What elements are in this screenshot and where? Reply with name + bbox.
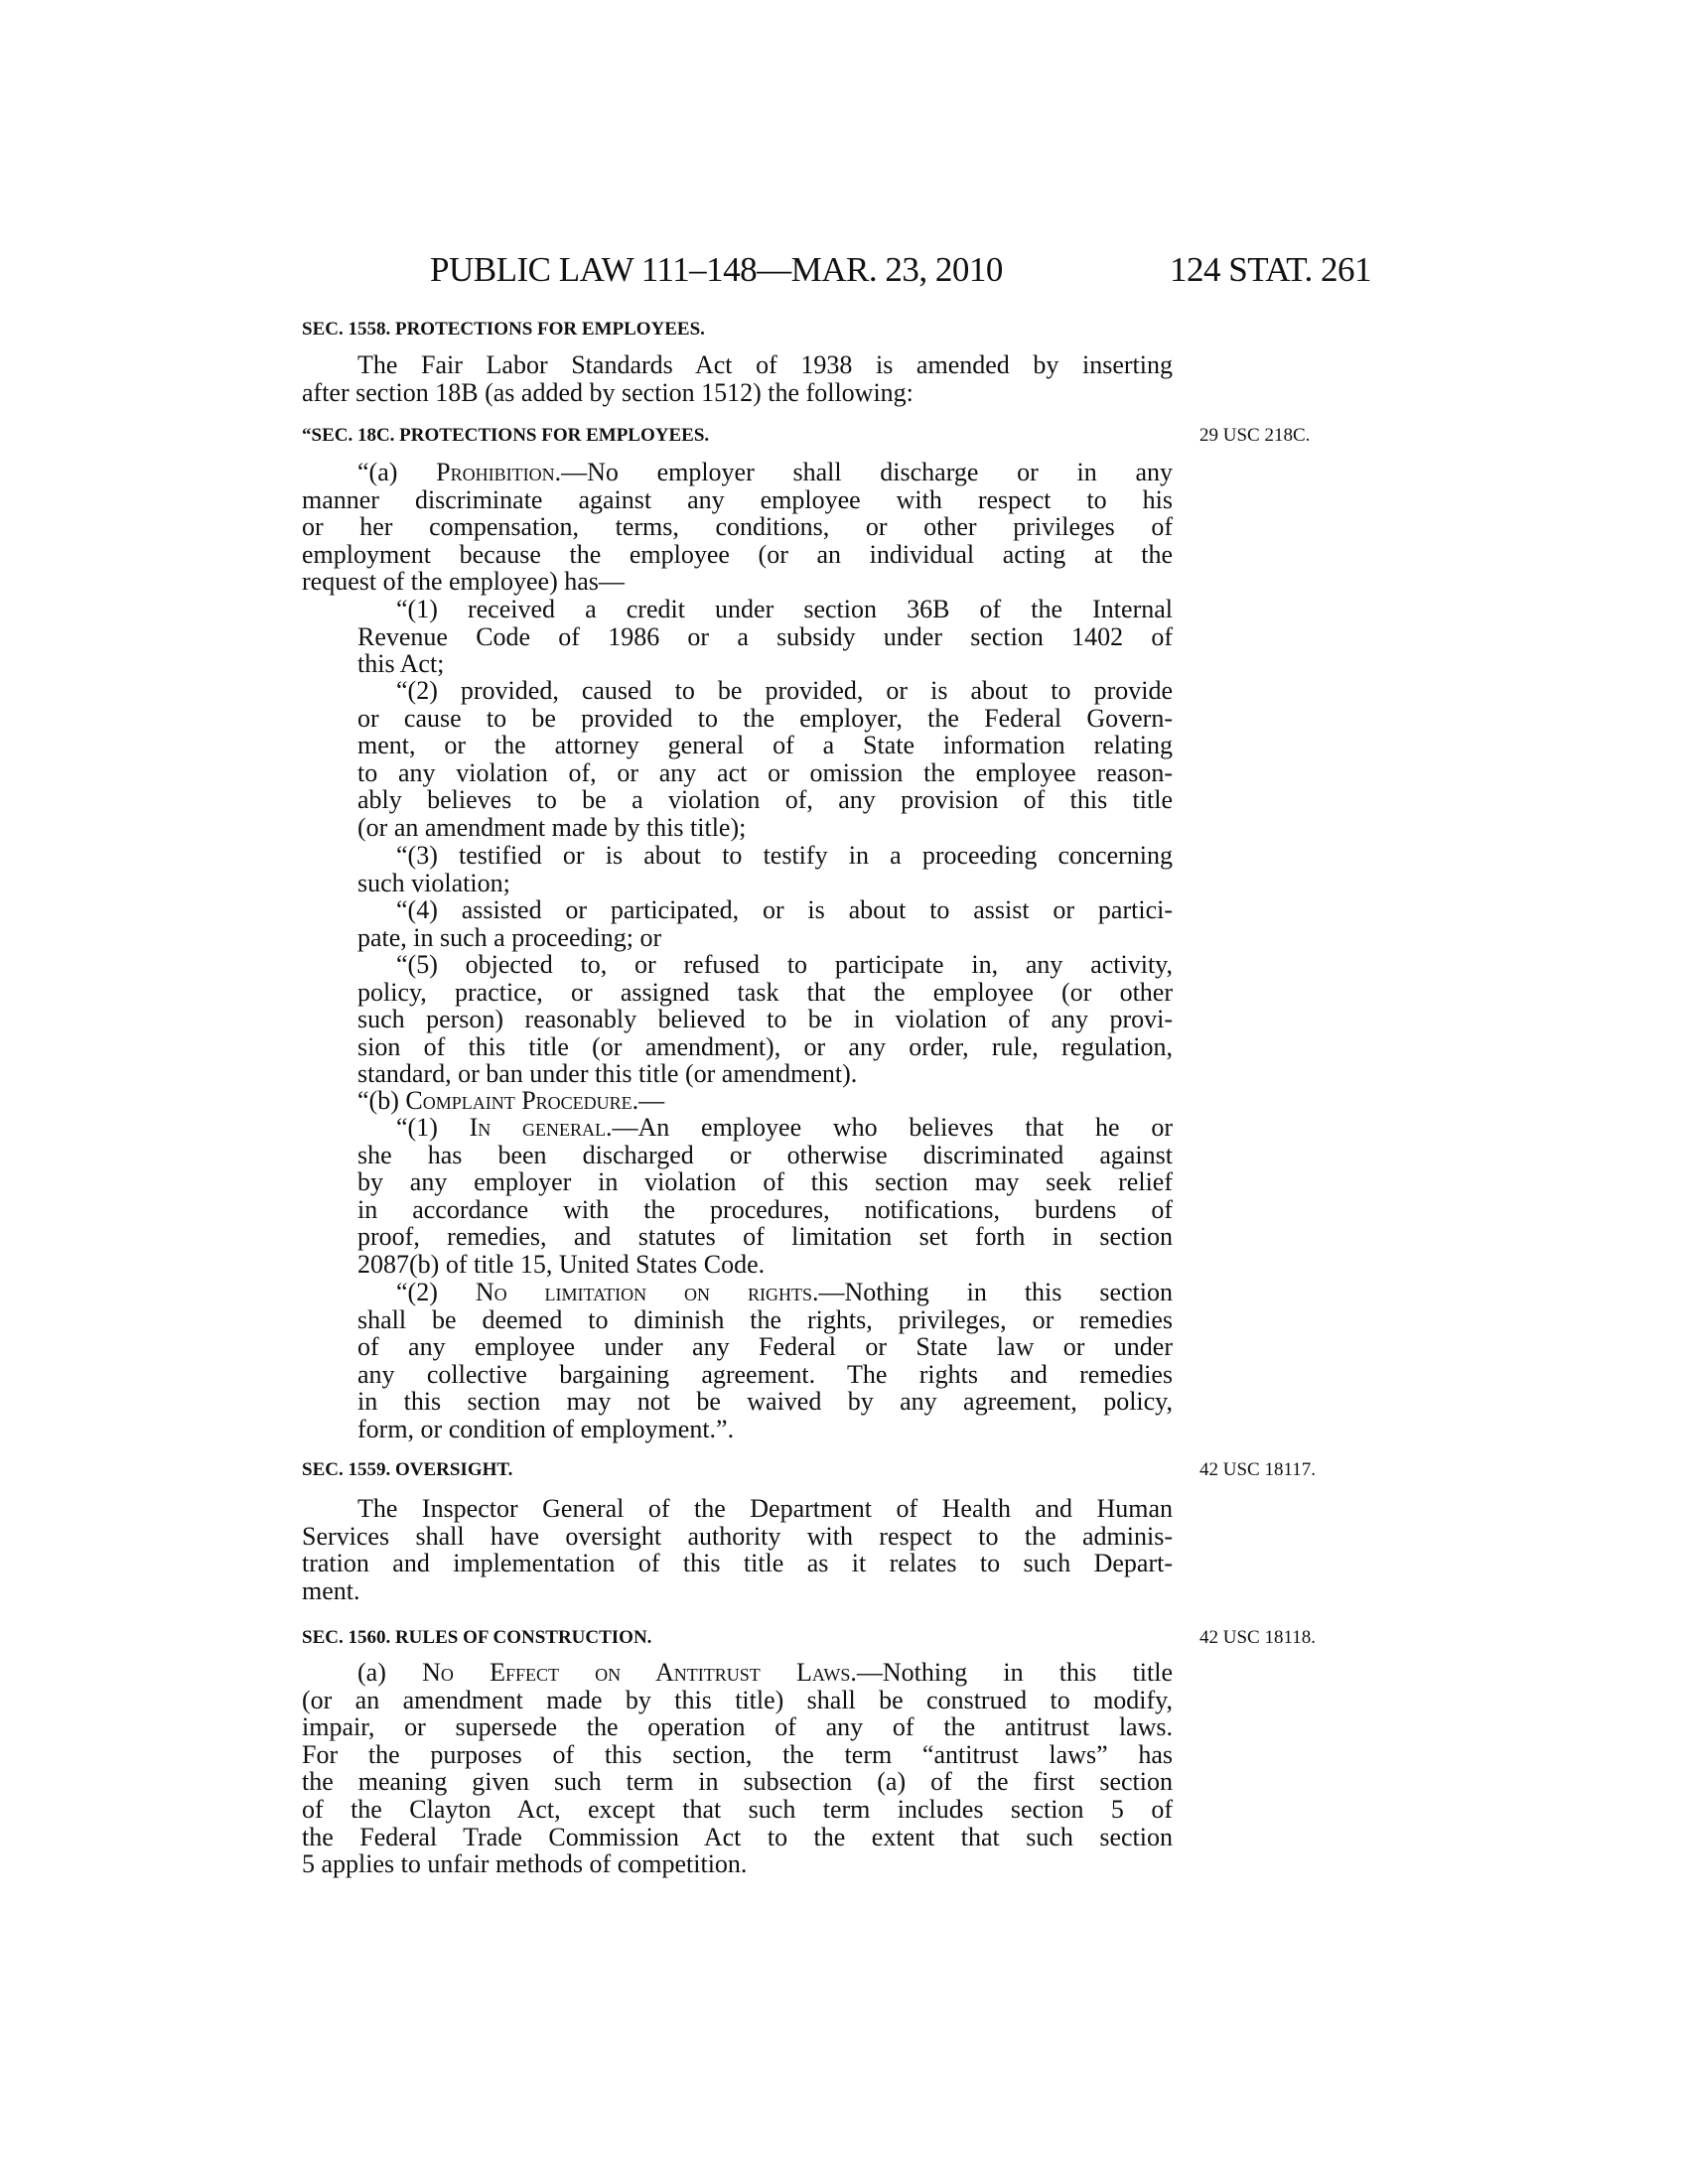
- paragraph-a3: [302, 842, 1173, 896]
- text-line: 5 applies to unfair methods of competition.: [302, 1849, 748, 1879]
- text-line: “(5) objected to, or refused to participate in, any activity,: [396, 950, 1173, 979]
- text-line: standard, or ban under this title (or amendment).: [357, 1059, 858, 1089]
- text-line: of the Clayton Act, except that such term includes section 5 of: [302, 1794, 1173, 1824]
- text-line: ment, or the attorney general of a State information relating: [357, 731, 1173, 760]
- text-line: pate, in such a proceeding; or: [357, 922, 662, 952]
- small-caps-heading: No Effect on Antitrust Laws: [422, 1658, 851, 1687]
- text-line: “(2) provided, caused to be provided, or is about to provide: [396, 676, 1173, 705]
- text-line: any collective bargaining agreement. The rights and remedies: [357, 1359, 1173, 1389]
- text-line: (or an amendment made by this title);: [357, 812, 747, 842]
- text-segment: “(2): [396, 1278, 476, 1306]
- small-caps-heading: No limitation on rights: [475, 1278, 812, 1306]
- text-line: by any employer in violation of this section may seek relief: [357, 1167, 1173, 1197]
- page-number: 124 STAT. 261: [1170, 250, 1371, 289]
- text-line: of any employee under any Federal or State law or under: [357, 1332, 1173, 1362]
- text-line: [396, 1114, 1173, 1142]
- text-line: to any violation of, or any act or omission the employee reason-: [357, 757, 1173, 787]
- text-line: tration and implementation of this title as it relates to such Depart-: [302, 1549, 1173, 1578]
- text-line: form, or condition of employment.”.: [357, 1414, 735, 1443]
- text-line: manner discriminate against any employee with respect to his: [302, 484, 1173, 514]
- section-heading-18c: “SEC. 18C. PROTECTIONS FOR EMPLOYEES.: [302, 425, 710, 446]
- text-segment: .—Nothing in this title: [850, 1658, 1174, 1687]
- margin-note-1559: 42 USC 18117.: [1199, 1459, 1317, 1480]
- text-line: impair, or supersede the operation of any of the antitrust laws.: [302, 1712, 1173, 1742]
- running-header-title: PUBLIC LAW 111–148—MAR. 23, 2010: [430, 250, 1003, 289]
- section-heading-1558: SEC. 1558. PROTECTIONS FOR EMPLOYEES.: [302, 319, 705, 340]
- text-line: [357, 1087, 1173, 1115]
- text-line: The Inspector General of the Department of Health and Human: [357, 1494, 1173, 1523]
- text-segment: .—: [632, 1086, 665, 1115]
- text-line: the Federal Trade Commission Act to the extent that such section: [302, 1822, 1173, 1851]
- text-line: “(4) assisted or participated, or is about to assist or partici-: [396, 895, 1173, 924]
- small-caps-heading: Prohibition: [436, 458, 555, 486]
- text-line: sion of this title (or amendment), or any order, rule, regulation,: [357, 1031, 1173, 1061]
- text-line: such person) reasonably believed to be in violation of any provi-: [357, 1005, 1173, 1034]
- text-line: The Fair Labor Standards Act of 1938 is amended by inserting: [357, 350, 1173, 379]
- text-line: this Act;: [357, 649, 445, 679]
- subsection-a-prohibition: [302, 459, 1173, 596]
- text-segment: .—Nothing in this section: [811, 1278, 1173, 1306]
- margin-note-1560: 42 USC 18118.: [1199, 1627, 1317, 1648]
- text-line: Services shall have oversight authority with respect to the adminis-: [302, 1521, 1173, 1551]
- text-line: ment.: [302, 1575, 360, 1605]
- section-heading-1560: SEC. 1560. RULES OF CONSTRUCTION.: [302, 1627, 652, 1648]
- text-line: [357, 459, 1173, 486]
- text-line: in this section may not be waived by any agreement, policy,: [357, 1387, 1173, 1417]
- text-segment: (a): [357, 1658, 423, 1687]
- text-line: “(3) testified or is about to testify in a proceeding concerning: [396, 841, 1173, 870]
- text-line: or cause to be provided to the employer, the Federal Govern-: [357, 703, 1173, 733]
- text-line: [357, 1659, 1173, 1687]
- text-segment: .—An employee who believes that he or: [606, 1113, 1173, 1142]
- text-segment: “(1): [396, 1113, 470, 1142]
- paragraph-1560-a: [302, 1659, 1173, 1878]
- text-line: (or an amendment made by this title) shall be construed to modify,: [302, 1685, 1173, 1714]
- text-line: in accordance with the procedures, notifications, burdens of: [357, 1194, 1173, 1224]
- text-line: ably believes to be a violation of, any provision of this title: [357, 785, 1173, 815]
- margin-note-18c: 29 USC 218C.: [1199, 425, 1311, 446]
- paragraph-b1: [302, 1114, 1173, 1279]
- text-line: after section 18B (as added by section 1512) the following:: [302, 377, 914, 407]
- paragraph-a4: [302, 896, 1173, 951]
- text-line: proof, remedies, and statutes of limitation set forth in section: [357, 1222, 1173, 1252]
- text-line: request of the employee) has—: [302, 567, 625, 597]
- text-line: she has been discharged or otherwise discriminated against: [357, 1140, 1173, 1169]
- text-line: For the purposes of this section, the term “antitrust laws” has: [302, 1739, 1173, 1769]
- small-caps-heading: Complaint Procedure: [405, 1086, 633, 1115]
- subsection-b-heading: [302, 1087, 1173, 1115]
- text-line: or her compensation, terms, conditions, or other privileges of: [302, 512, 1173, 542]
- text-line: policy, practice, or assigned task that the employee (or other: [357, 977, 1173, 1007]
- paragraph-a5: [302, 951, 1173, 1088]
- text-line: Revenue Code of 1986 or a subsidy under section 1402 of: [357, 621, 1173, 651]
- text-line: “(1) received a credit under section 36B of the Internal: [396, 595, 1173, 623]
- text-line: shall be deemed to diminish the rights, privileges, or remedies: [357, 1304, 1173, 1334]
- text-segment: “(b): [357, 1086, 406, 1115]
- text-line: the meaning given such term in subsection (a) of the first section: [302, 1767, 1173, 1797]
- paragraph-1558-intro: [302, 351, 1173, 406]
- text-line: such violation;: [357, 868, 510, 897]
- text-line: 2087(b) of title 15, United States Code.: [357, 1249, 766, 1279]
- text-segment: .—No employer shall discharge or in any: [554, 458, 1174, 486]
- section-heading-1559: SEC. 1559. OVERSIGHT.: [302, 1459, 513, 1480]
- paragraph-b2: [302, 1279, 1173, 1443]
- text-segment: “(a): [357, 458, 437, 486]
- small-caps-heading: In general: [469, 1113, 607, 1142]
- paragraph-a1: [302, 596, 1173, 678]
- text-line: employment because the employee (or an individual acting at the: [302, 539, 1173, 569]
- text-line: [396, 1279, 1173, 1306]
- paragraph-1559: [302, 1495, 1173, 1604]
- paragraph-a2: [302, 677, 1173, 842]
